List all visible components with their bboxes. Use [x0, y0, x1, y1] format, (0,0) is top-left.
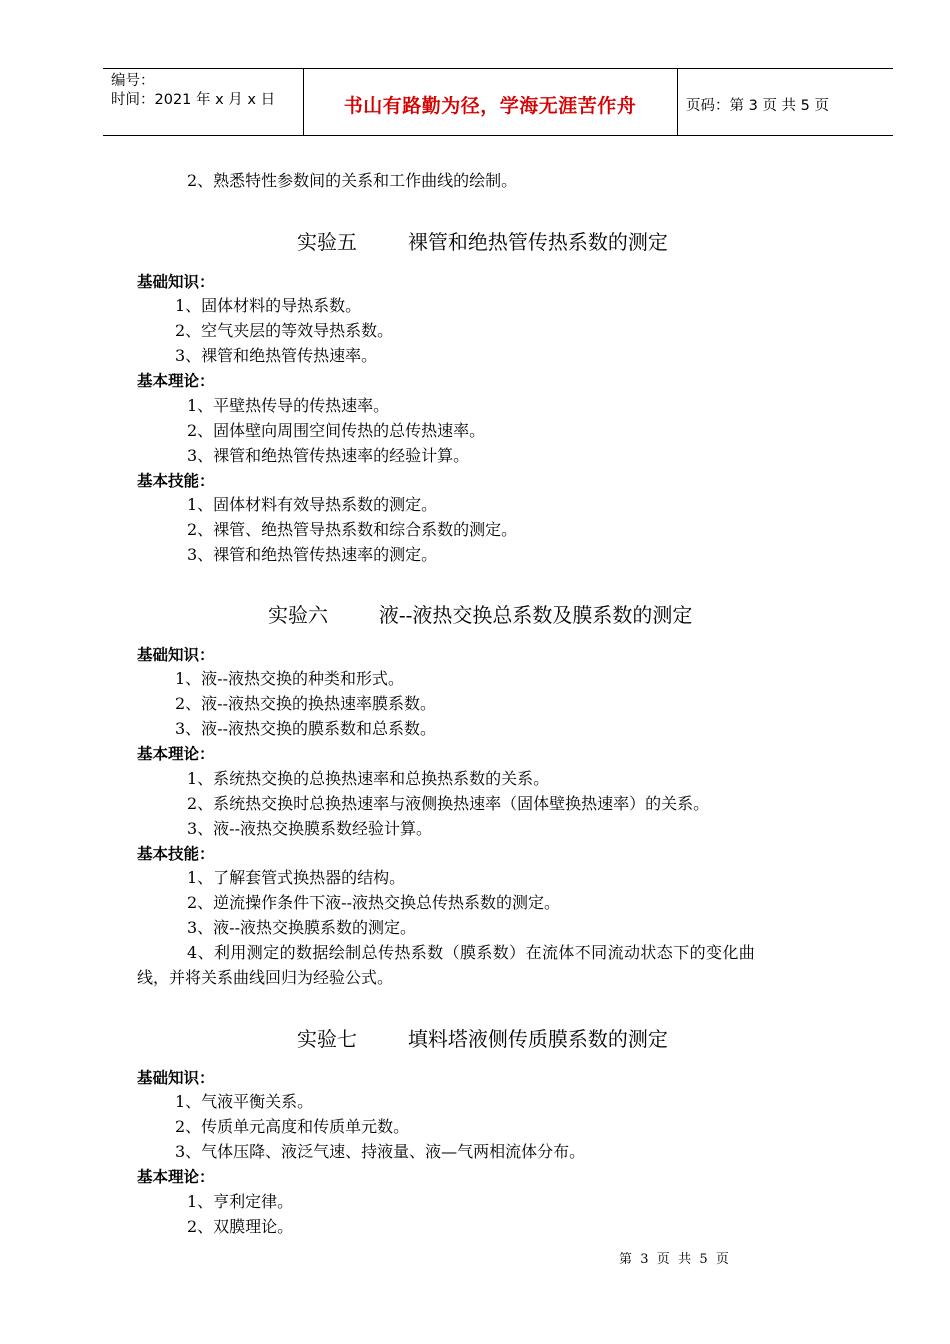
label-basic-skills: 基本技能：	[137, 472, 215, 490]
label-basic-skills: 基本技能：	[137, 845, 215, 863]
list-item: 2、裸管、绝热管导热系数和综合系数的测定。	[187, 520, 518, 539]
page-footer: 第 3 页 共 5 页	[619, 1252, 729, 1267]
list-item: 1、液--液热交换的种类和形式。	[175, 669, 404, 688]
list-item: 2、熟悉特性参数间的关系和工作曲线的绘制。	[187, 171, 518, 190]
list-item: 4、利用测定的数据绘制总传热系数（膜系数）在流体不同流动状态下的变化曲	[187, 943, 756, 962]
label-basic-theory: 基本理论：	[137, 1168, 215, 1186]
label-basic-theory: 基本理论：	[137, 745, 215, 763]
list-item: 2、固体壁向周围空间传热的总传热速率。	[187, 421, 486, 440]
header-page-number: 页码：第 3 页 共 5 页	[686, 98, 829, 114]
label-basic-knowledge: 基础知识：	[137, 1069, 215, 1087]
list-item-continuation: 线，并将关系曲线回归为经验公式。	[137, 968, 394, 987]
header-time: 时间：2021 年 x 月 x 日	[111, 92, 276, 108]
list-item: 1、亨利定律。	[187, 1192, 294, 1211]
list-item: 3、气体压降、液泛气速、持液量、液—气两相流体分布。	[175, 1142, 586, 1161]
page-header	[103, 68, 893, 136]
list-item: 2、传质单元高度和传质单元数。	[175, 1117, 410, 1136]
list-item: 3、裸管和绝热管传热速率的经验计算。	[187, 446, 470, 465]
list-item: 1、固体材料的导热系数。	[175, 296, 362, 315]
header-motto: 书山有路勤为径，学海无涯苦作舟	[343, 95, 637, 117]
list-item: 3、裸管和绝热管传热速率。	[175, 346, 378, 365]
header-number: 编号：	[111, 73, 155, 89]
label-basic-knowledge: 基础知识：	[137, 646, 215, 664]
list-item: 3、液--液热交换的膜系数和总系数。	[175, 719, 436, 738]
section-title-exp6: 实验六 液--液热交换总系数及膜系数的测定	[268, 603, 693, 627]
list-item: 1、气液平衡关系。	[175, 1092, 314, 1111]
list-item: 2、逆流操作条件下液--液热交换总传热系数的测定。	[187, 893, 560, 912]
list-item: 2、双膜理论。	[187, 1217, 294, 1236]
list-item: 1、固体材料有效导热系数的测定。	[187, 495, 438, 514]
list-item: 3、液--液热交换膜系数经验计算。	[187, 819, 432, 838]
list-item: 3、液--液热交换膜系数的测定。	[187, 918, 416, 937]
list-item: 2、系统热交换时总换热速率与液侧换热速率（固体壁换热速率）的关系。	[187, 794, 710, 813]
label-basic-knowledge: 基础知识：	[137, 273, 215, 291]
list-item: 3、裸管和绝热管传热速率的测定。	[187, 545, 438, 564]
header-meta	[111, 72, 275, 110]
header-divider	[677, 69, 678, 135]
list-item: 2、空气夹层的等效导热系数。	[175, 321, 394, 340]
list-item: 1、系统热交换的总换热速率和总换热系数的关系。	[187, 769, 550, 788]
list-item: 1、了解套管式换热器的结构。	[187, 868, 406, 887]
section-title-exp5: 实验五 裸管和绝热管传热系数的测定	[297, 230, 668, 254]
label-basic-theory: 基本理论：	[137, 372, 215, 390]
list-item: 1、平壁热传导的传热速率。	[187, 396, 390, 415]
section-title-exp7: 实验七 填料塔液侧传质膜系数的测定	[297, 1027, 668, 1051]
list-item: 2、液--液热交换的换热速率膜系数。	[175, 694, 436, 713]
